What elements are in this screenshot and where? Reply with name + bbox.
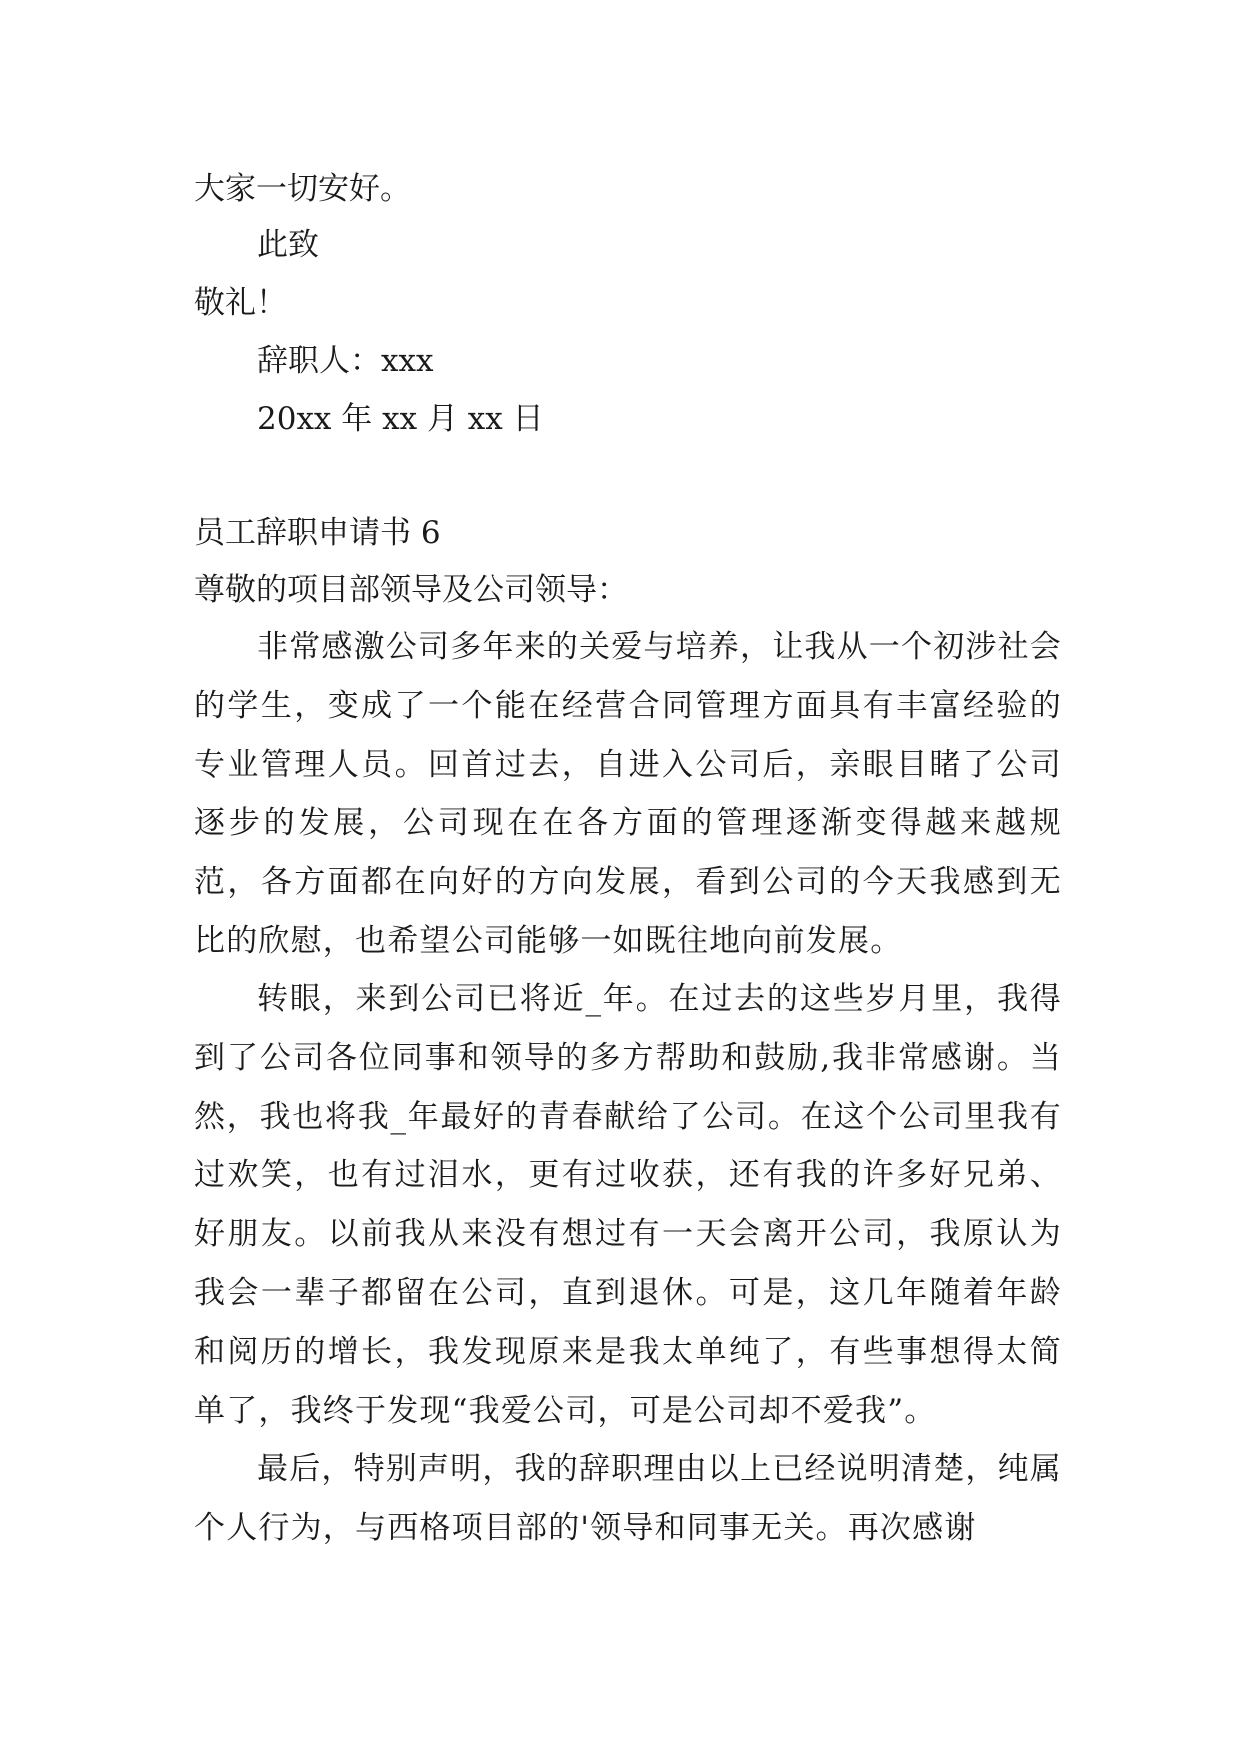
body-paragraph-3: 最后，特别声明，我的辞职理由以上已经说明清楚，纯属个人行为，与西格项目部的'领导和同事无关。再次感谢 <box>194 1451 1062 1546</box>
body-paragraph-1: 非常感激公司多年来的关爱与培养，让我从一个初涉社会的学生，变成了一个能在经营合同管理方面具有丰富经验的专业管理人员。回首过去，自进入公司后，亲眼目睹了公司逐步的发展，公司现在在各方面的管理逐渐变得越来越规范，各方面都在向好的方向发展，看到公司的今天我感到无比的欣慰，也希望公司能够一如既往地向前发展。 <box>194 629 1062 959</box>
salutation-line-2: 敬礼！ <box>194 285 287 321</box>
date-line: 20xx 年 xx 月 xx 日 <box>257 401 544 437</box>
closing-line: 大家一切安好。 <box>194 171 411 207</box>
letter-greeting: 尊敬的项目部领导及公司领导： <box>194 572 628 608</box>
letter-title: 员工辞职申请书 6 <box>194 515 441 551</box>
salutation-line-1: 此致 <box>257 227 319 263</box>
body-paragraph-2: 转眼，来到公司已将近_年。在过去的这些岁月里，我得到了公司各位同事和领导的多方帮助和鼓励,我非常感谢。当然，我也将我_年最好的青春献给了公司。在这个公司里我有过欢笑，也有过泪水，更有过收获，还有我的许多好兄弟、好朋友。以前我从来没有想过有一天会离开公司，我原认为我会一辈子都留在公司，直到退休。可是，这几年随着年龄和阅历的增长，我发现原来是我太单纯了，有些事想得太简单了，我终于发现“我爱公司，可是公司却不爱我”。 <box>194 981 1062 1429</box>
signer-line: 辞职人：xxx <box>257 343 434 379</box>
